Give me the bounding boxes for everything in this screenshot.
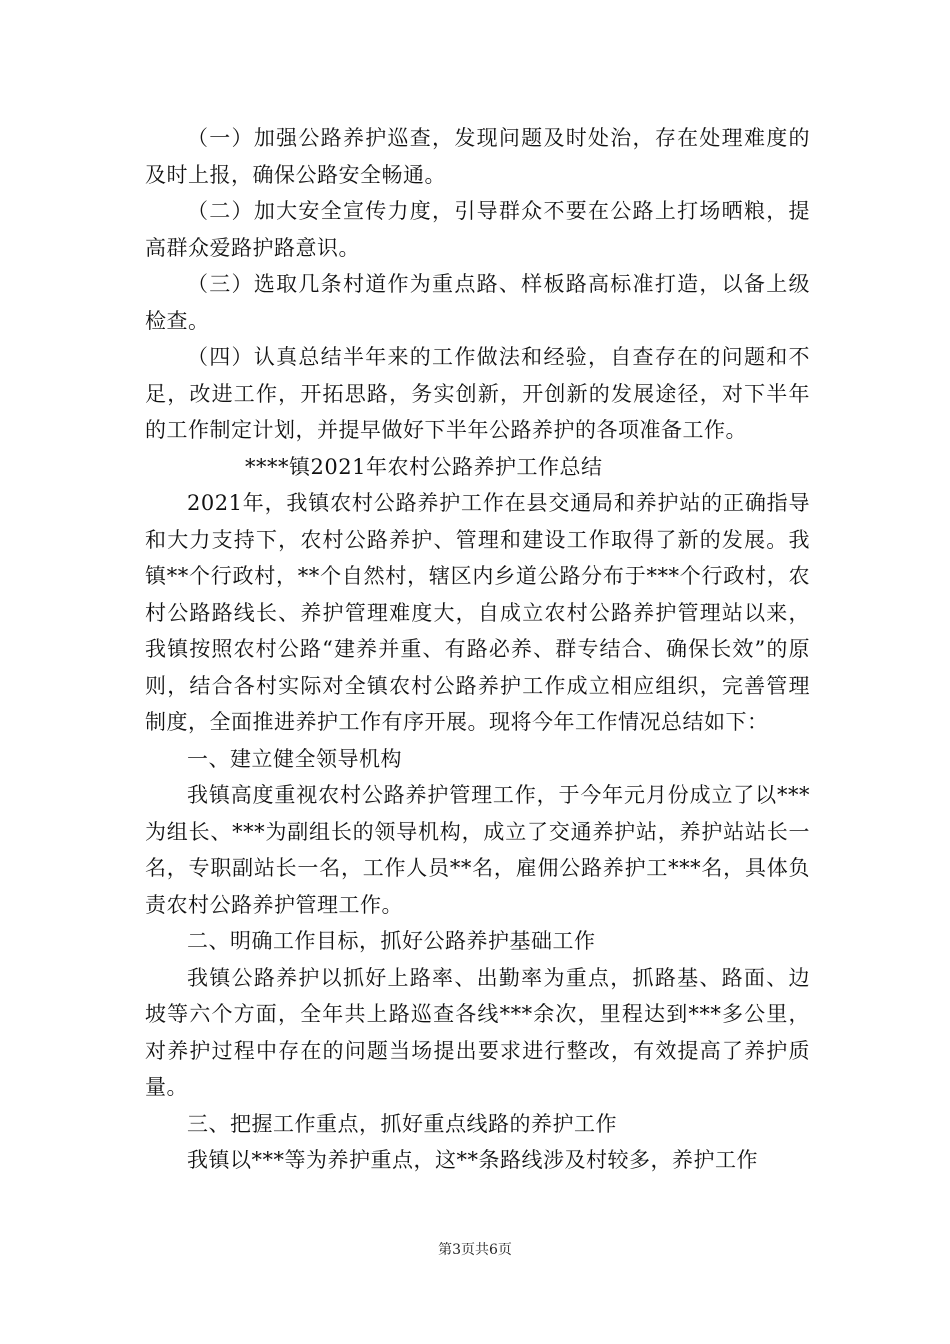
paragraph-6: 我镇高度重视农村公路养护管理工作，于今年元月份成立了以***为组长、***为副组长的领导机构，成立了交通养护站，养护站站长一名，专职副站长一名，工作人员**名，雇佣公路养护工***名，具体负责农村公路养护管理工作。	[145, 783, 810, 917]
paragraph-2: （二）加大安全宣传力度，引导群众不要在公路上打场晒粮，提高群众爱路护路意识。	[145, 199, 810, 260]
paragraph-4: （四）认真总结半年来的工作做法和经验，自查存在的问题和不足，改进工作，开拓思路，务实创新，开创新的发展途径，对下半年的工作制定计划，并提早做好下半年公路养护的各项准备工作。	[145, 345, 810, 442]
subheading-3: 三、把握工作重点，抓好重点线路的养护工作	[187, 1111, 617, 1136]
subheading-1: 一、建立健全领导机构	[187, 746, 402, 771]
page-number: 第3页共6页	[438, 1242, 512, 1258]
paragraph-5: 2021年，我镇农村公路养护工作在县交通局和养护站的正确指导和大力支持下，农村公路养护、管理和建设工作取得了新的发展。我镇**个行政村，**个自然村，辖区内乡道公路分布于***个行政村，农村公路路线长、养护管理难度大，自成立农村公路养护管理站以来，我镇按照农村公路“建养并重、有路必养、群专结合、确保长效”的原则，结合各村实际对全镇农村公路养护工作成立相应组织，完善管理制度，全面推进养护工作有序开展。现将今年工作情况总结如下：	[145, 491, 810, 734]
document-body	[145, 120, 810, 1179]
paragraph-7: 我镇公路养护以抓好上路率、出勤率为重点，抓路基、路面、边坡等六个方面，全年共上路巡查各线***余次，里程达到***多公里，对养护过程中存在的问题当场提出要求进行整改，有效提高了养护质量。	[145, 965, 810, 1099]
paragraph-8: 我镇以***等为养护重点，这**条路线涉及村较多，养护工作	[187, 1148, 758, 1172]
subheading-2: 二、明确工作目标，抓好公路养护基础工作	[187, 929, 596, 953]
paragraph-3: （三）选取几条村道作为重点路、样板路高标准打造，以备上级检查。	[145, 272, 810, 333]
paragraph-1: （一）加强公路养护巡查，发现问题及时处治，存在处理难度的及时上报，确保公路安全畅通。	[145, 126, 810, 187]
section-title: ****镇2021年农村公路养护工作总结	[245, 454, 603, 479]
